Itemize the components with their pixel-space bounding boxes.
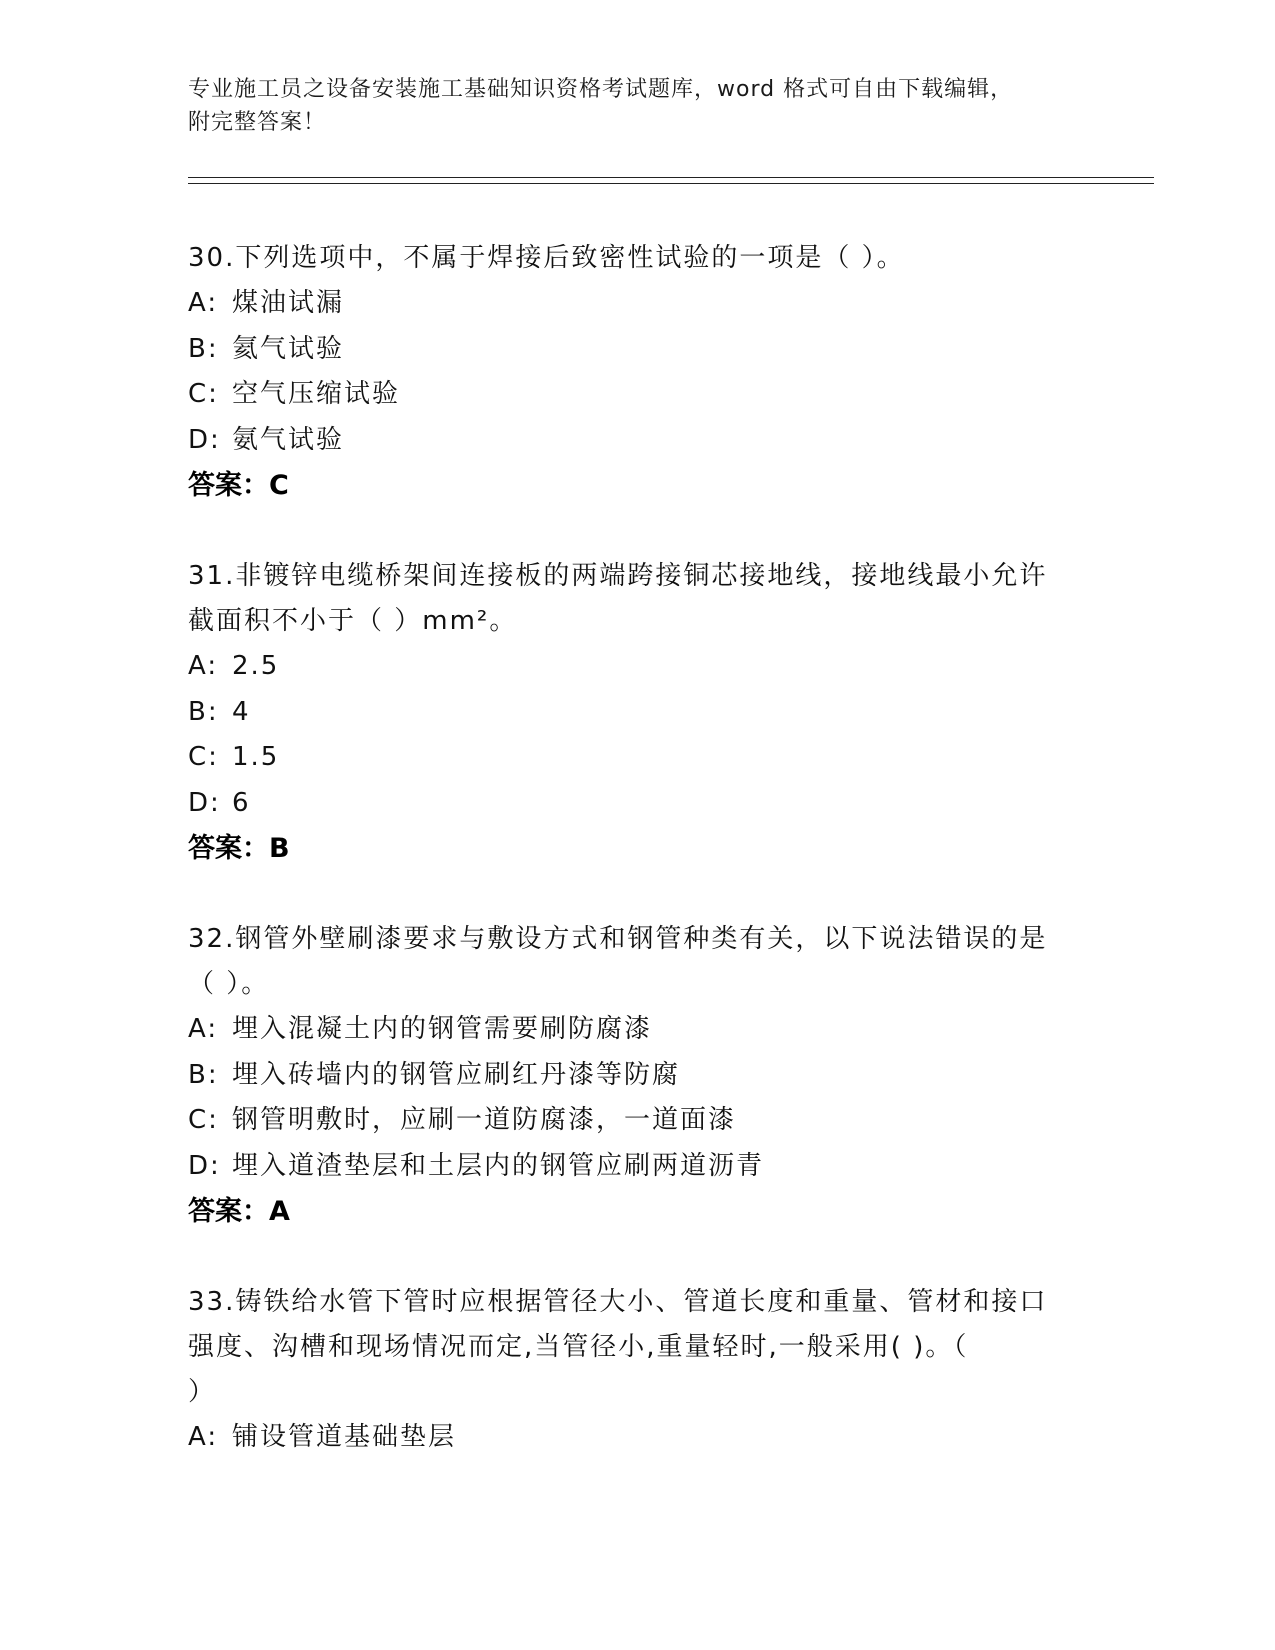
option-label: B: [188, 1059, 219, 1090]
question-stem-line: 33.铸铁给水管下管时应根据管径大小、管道长度和重量、管材和接口 [188, 1287, 1048, 1317]
option-text: 2.5 [232, 651, 280, 681]
option-text: 钢管明敷时，应刷一道防腐漆，一道面漆 [232, 1105, 737, 1135]
option-a [188, 1415, 1088, 1461]
option-text: 氨气试验 [232, 424, 345, 455]
question-stem-line: 30.下列选项中，不属于焊接后致密性试验的一项是（ ）。 [188, 243, 905, 273]
option-d [188, 418, 1088, 464]
option-a [188, 281, 1088, 327]
question-31 [188, 554, 1088, 871]
option-a [188, 1007, 1088, 1053]
option-text: 6 [232, 787, 251, 818]
question-stem-line: ） [188, 1377, 217, 1407]
option-c [188, 735, 1088, 781]
option-label: B: [188, 696, 219, 727]
option-text: 埋入混凝土内的钢管需要刷防腐漆 [232, 1014, 653, 1044]
question-stem-line: （ ）。 [188, 969, 270, 999]
answer-line: 答案：B [188, 833, 290, 864]
answer-line: 答案：C [188, 470, 289, 501]
option-d [188, 1144, 1088, 1190]
option-label: A: [188, 1422, 219, 1452]
option-label: D: [188, 424, 221, 455]
option-label: D: [188, 1150, 221, 1181]
option-d [188, 781, 1088, 827]
option-label: C: [188, 1105, 219, 1135]
option-label: A: [188, 288, 219, 318]
option-b [188, 327, 1088, 373]
option-c [188, 372, 1088, 418]
header-divider-top [188, 177, 1154, 178]
question-33 [188, 1280, 1088, 1461]
option-c [188, 1098, 1088, 1144]
header-line-1: 专业施工员之设备安装施工基础知识资格考试题库，word 格式可自由下载编辑， [188, 77, 1014, 102]
option-label: D: [188, 787, 221, 818]
question-stem [188, 236, 1088, 281]
option-a [188, 644, 1088, 690]
option-label: B: [188, 333, 219, 364]
question-stem [188, 917, 1088, 1007]
question-stem-line: 截面积不小于（ ）mm²。 [188, 606, 518, 636]
option-label: C: [188, 742, 219, 772]
question-stem-line: 32.钢管外壁刷漆要求与敷设方式和钢管种类有关，以下说法错误的是 [188, 924, 1048, 954]
option-b [188, 1053, 1088, 1099]
question-stem [188, 554, 1088, 644]
option-label: A: [188, 651, 219, 681]
question-32 [188, 917, 1088, 1234]
option-label: A: [188, 1014, 219, 1044]
option-label: C: [188, 379, 219, 409]
document-header [188, 73, 1088, 139]
option-text: 氦气试验 [232, 333, 345, 364]
option-text: 铺设管道基础垫层 [232, 1422, 457, 1452]
option-text: 煤油试漏 [232, 288, 345, 318]
answer-line: 答案：A [188, 1196, 290, 1227]
question-stem-line: 强度、沟槽和现场情况而定,当管径小,重量轻时,一般采用( )。（ [188, 1332, 969, 1362]
option-text: 空气压缩试验 [232, 379, 401, 409]
option-text: 4 [232, 696, 251, 727]
option-text: 埋入道渣垫层和土层内的钢管应刷两道沥青 [232, 1150, 765, 1181]
option-b [188, 690, 1088, 736]
header-line-2: 附完整答案！ [188, 110, 327, 135]
question-stem [188, 1280, 1088, 1415]
header-divider-bottom [188, 183, 1154, 184]
question-30 [188, 236, 1088, 508]
option-text: 1.5 [232, 742, 280, 772]
question-stem-line: 31.非镀锌电缆桥架间连接板的两端跨接铜芯接地线，接地线最小允许 [188, 561, 1048, 591]
option-text: 埋入砖墙内的钢管应刷红丹漆等防腐 [232, 1059, 681, 1090]
